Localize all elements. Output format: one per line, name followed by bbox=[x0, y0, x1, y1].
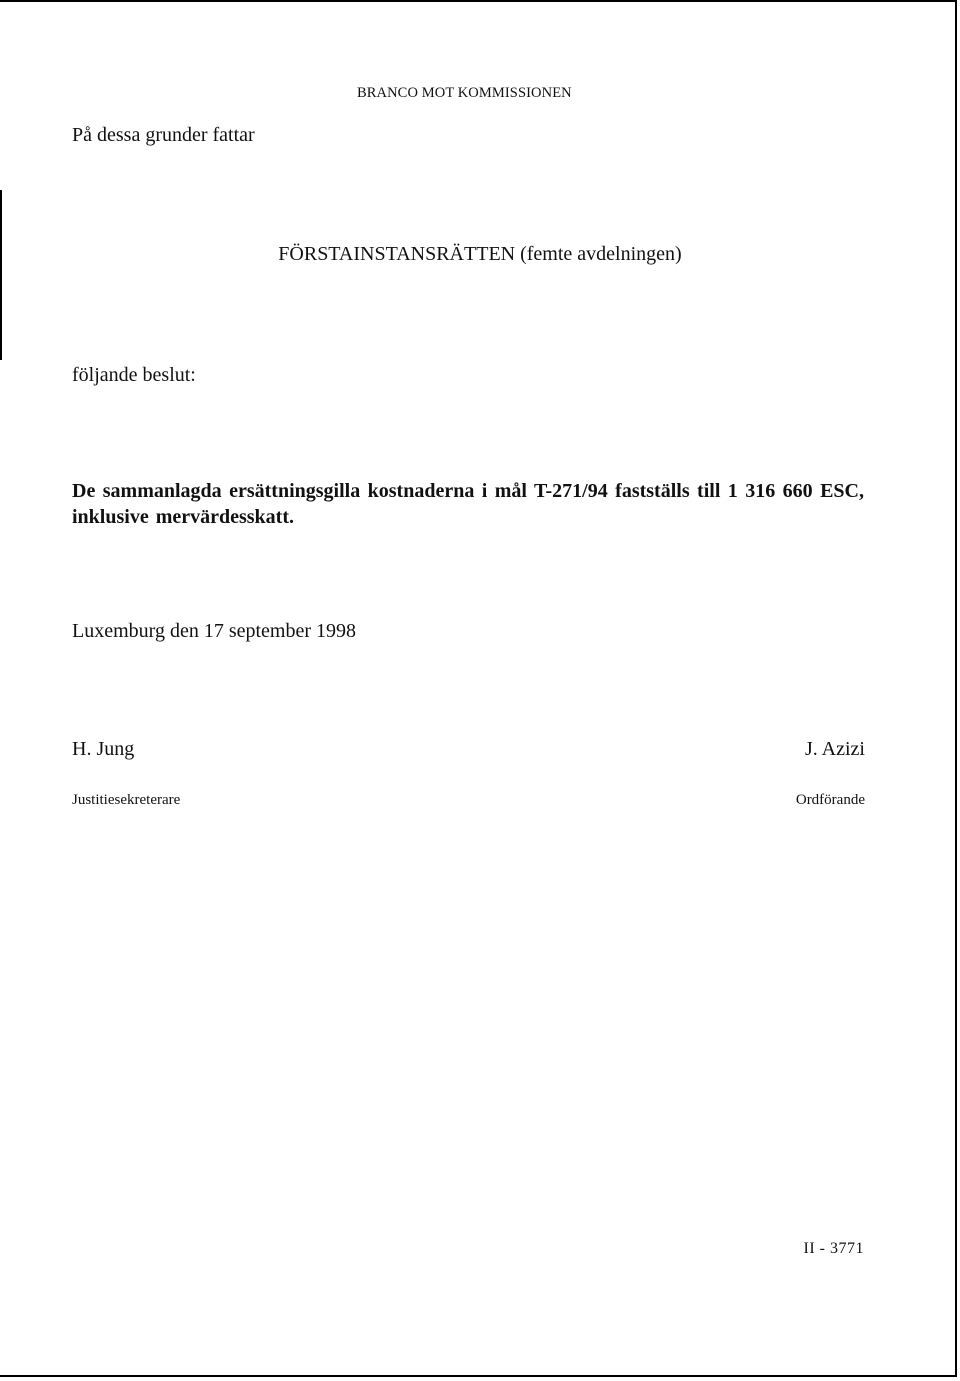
president-signature-name: J. Azizi bbox=[805, 738, 865, 760]
running-header: BRANCO MOT KOMMISSIONEN bbox=[357, 85, 572, 101]
ruling-paragraph: De sammanlagda ersättningsgilla kostnaderna i mål T-271/94 fastställs till 1 316 660 ESC, inklusive mervärdesskatt. bbox=[72, 480, 864, 528]
president-title: Ordförande bbox=[795, 792, 865, 808]
decision-intro: följande beslut: bbox=[72, 364, 196, 386]
court-title: FÖRSTAINSTANSRÄTTEN (femte avdelningen) bbox=[278, 243, 682, 265]
lead-in-text: På dessa grunder fattar bbox=[72, 124, 255, 146]
scan-edge-mark bbox=[0, 190, 2, 360]
place-and-date: Luxemburg den 17 september 1998 bbox=[72, 620, 357, 642]
page-number: II - 3771 bbox=[803, 1240, 864, 1257]
registrar-title: Justitiesekreterare bbox=[72, 792, 181, 808]
registrar-signature-name: H. Jung bbox=[72, 738, 135, 760]
